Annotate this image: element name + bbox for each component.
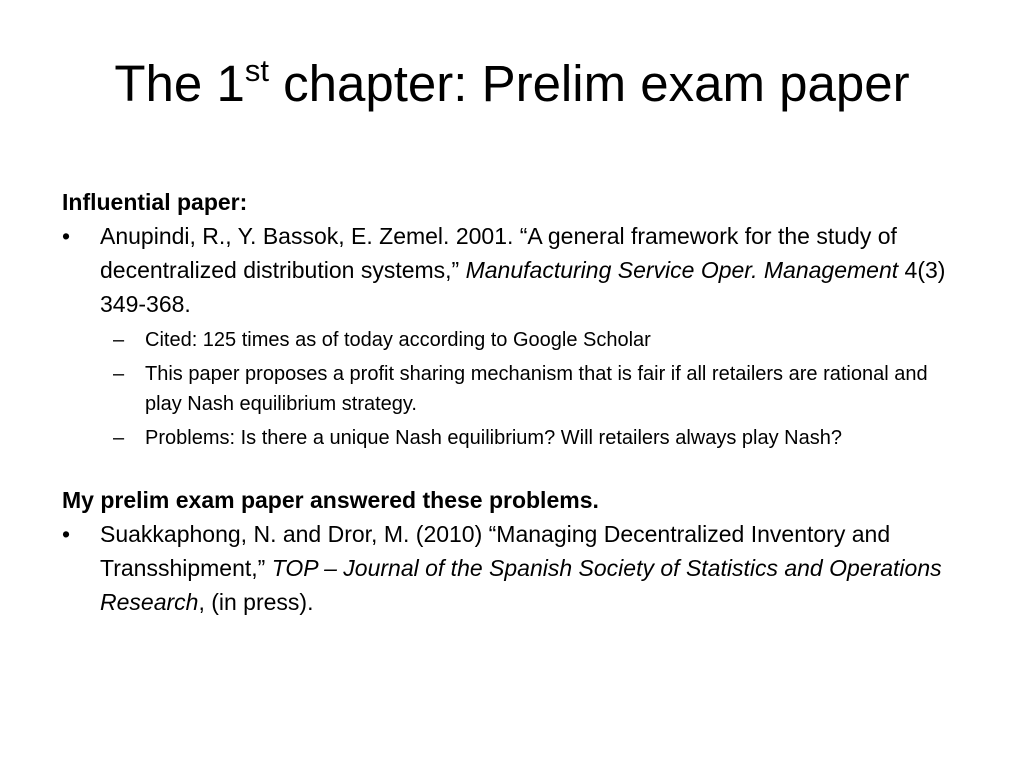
citation-text: Anupindi, R., Y. Bassok, E. Zemel. 2001. “A general framework for the study of decentralized distribution systems,” <box>100 223 897 283</box>
list-item <box>62 359 962 419</box>
citation-text: Suakkaphong, N. and Dror, M. (2010) “Managing Decentralized Inventory and Transshipment,” <box>100 521 891 581</box>
citation-status: , (in press). <box>198 589 314 615</box>
note-proposal: This paper proposes a profit sharing mechanism that is fair if all retailers are rational and play Nash equilibrium strategy. <box>145 363 928 415</box>
title-superscript: st <box>244 53 269 88</box>
citation-volume: 4(3) 349-368. <box>100 257 946 317</box>
paper-notes-list <box>62 325 962 453</box>
bullet-marker: • <box>62 223 71 249</box>
prelim-answer-heading: My prelim exam paper answered these problems. <box>62 487 599 513</box>
influential-paper-citation <box>62 219 962 321</box>
dash-marker: – <box>113 363 125 385</box>
citation-journal: Manufacturing Service Oper. Management <box>465 257 899 283</box>
title-prefix: The 1 <box>114 55 245 112</box>
note-problems: Problems: Is there a unique Nash equilibrium? Will retailers always play Nash? <box>145 427 842 449</box>
list-item <box>62 325 962 355</box>
bullet-marker: • <box>62 521 71 547</box>
list-item <box>62 423 962 453</box>
slide-body <box>62 185 962 619</box>
influential-paper-heading: Influential paper: <box>62 189 248 215</box>
title-suffix: chapter: Prelim exam paper <box>268 55 910 112</box>
dash-marker: – <box>113 329 125 351</box>
slide-title <box>0 53 1024 112</box>
prelim-paper-citation <box>62 517 962 619</box>
note-cited: Cited: 125 times as of today according to Google Scholar <box>145 329 651 351</box>
dash-marker: – <box>113 427 125 449</box>
citation-journal: TOP – Journal of the Spanish Society of Statistics and Operations Research <box>100 555 942 615</box>
